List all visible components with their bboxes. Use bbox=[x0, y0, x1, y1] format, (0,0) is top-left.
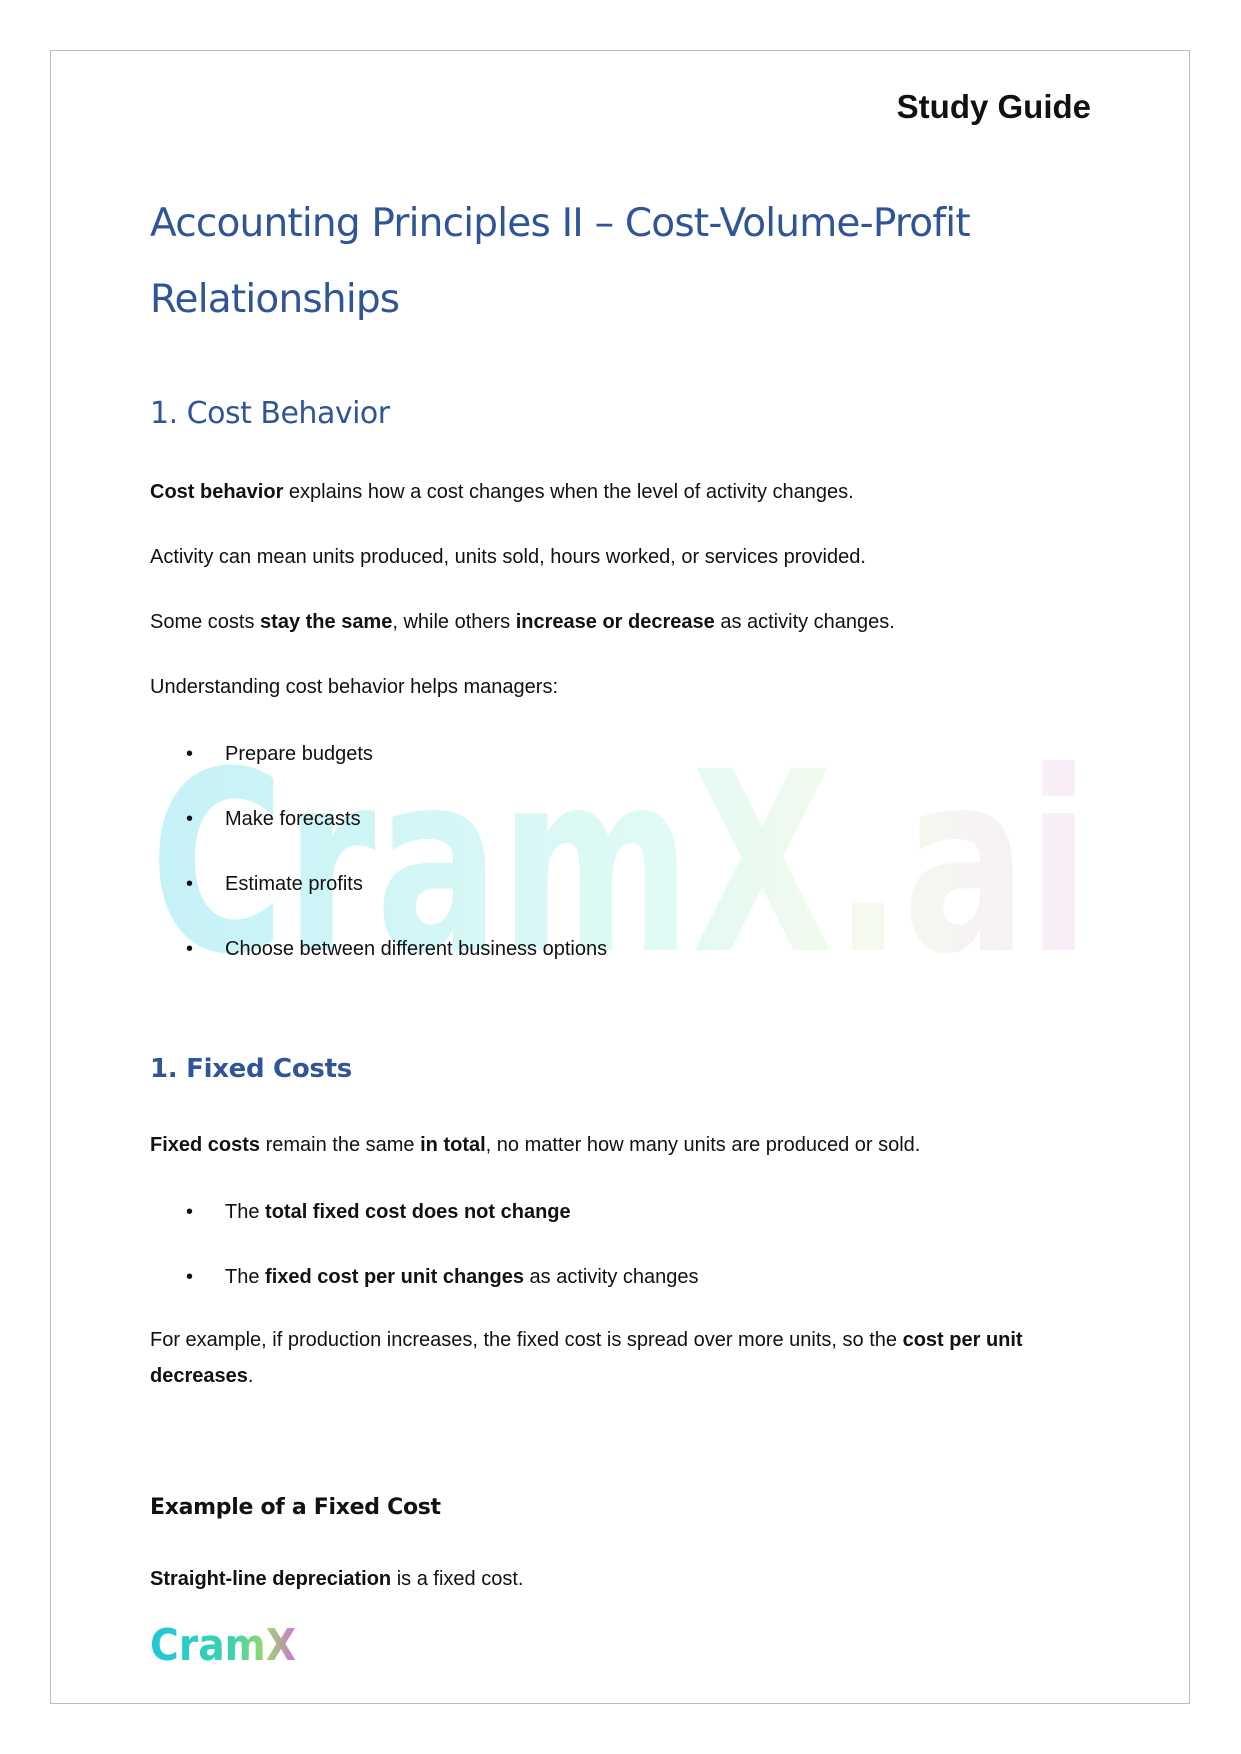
list-item: • Estimate profits bbox=[186, 873, 363, 895]
subheading-example-fixed-cost: Example of a Fixed Cost bbox=[150, 1495, 441, 1520]
paragraph-cost-changes: Some costs stay the same, while others increase or decrease as activity changes. bbox=[150, 611, 895, 633]
logo-text: CramX bbox=[150, 1620, 297, 1671]
cramx-logo bbox=[150, 1620, 297, 1671]
paragraph-cost-behavior-definition: Cost behavior explains how a cost changes when the level of activity changes. bbox=[150, 481, 854, 503]
list-item: • Prepare budgets bbox=[186, 743, 373, 765]
paragraph-helps-managers: Understanding cost behavior helps managers: bbox=[150, 676, 559, 698]
paragraph-fixed-cost-example: For example, if production increases, the fixed cost is spread over more units, so the cost per unit decreases. bbox=[150, 1329, 1023, 1387]
paragraph-straight-line-depreciation: Straight-line depreciation is a fixed cost. bbox=[150, 1568, 524, 1590]
section-heading-cost-behavior: 1. Cost Behavior bbox=[150, 396, 390, 431]
paragraph-fixed-costs-definition: Fixed costs remain the same in total, no matter how many units are produced or sold. bbox=[150, 1134, 921, 1156]
section-heading-fixed-costs: 1. Fixed Costs bbox=[150, 1054, 352, 1084]
list-item: • The total fixed cost does not change bbox=[186, 1201, 571, 1223]
list-item: • The fixed cost per unit changes as activity changes bbox=[186, 1266, 699, 1288]
watermark-text: CramX.ai bbox=[150, 718, 1090, 1009]
study-guide-label: Study Guide bbox=[896, 88, 1091, 125]
list-item: • Make forecasts bbox=[186, 808, 361, 830]
document-title: Accounting Principles II – Cost-Volume-Profit Relationships bbox=[150, 201, 970, 322]
list-item: • Choose between different business options bbox=[186, 938, 608, 960]
paragraph-activity-meaning: Activity can mean units produced, units sold, hours worked, or services provided. bbox=[150, 546, 866, 568]
